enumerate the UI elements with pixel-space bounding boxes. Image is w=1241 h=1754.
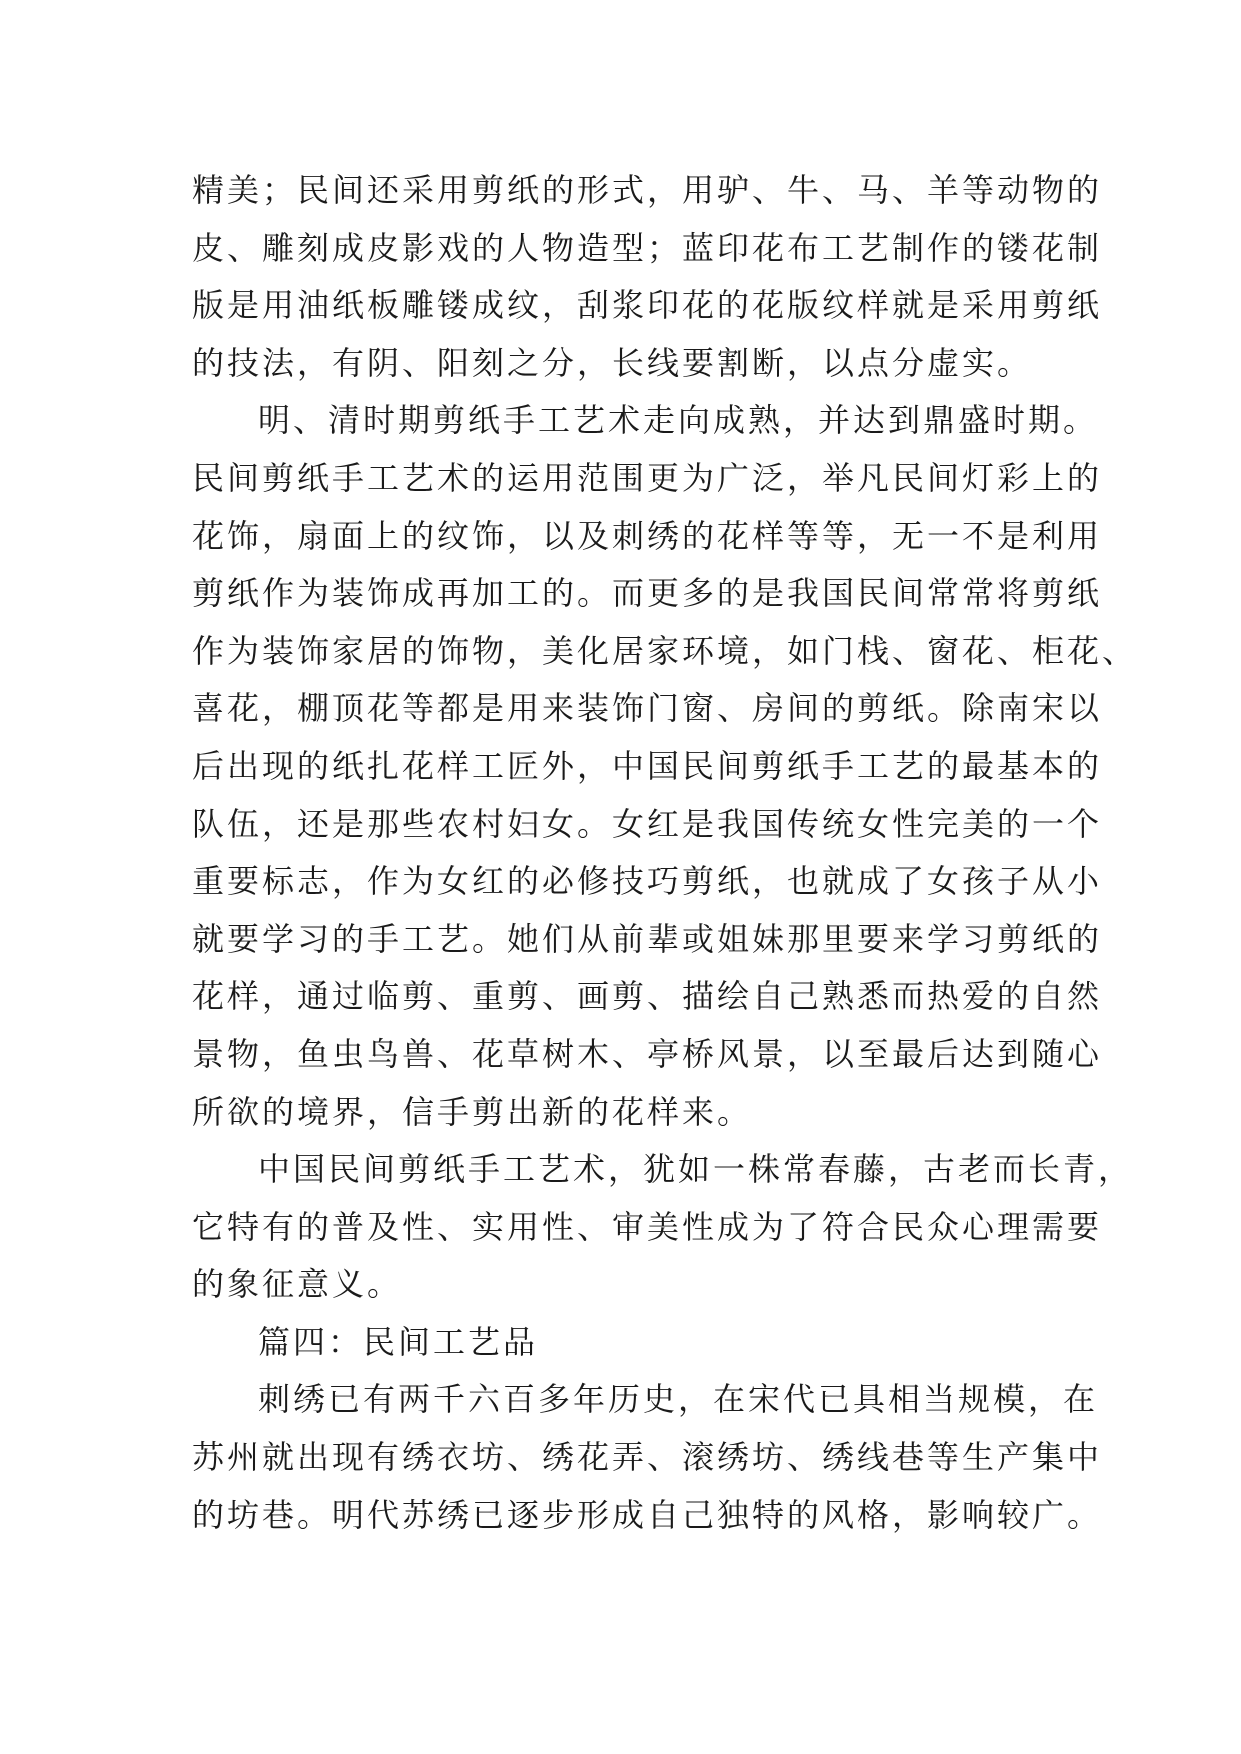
- document-body: [192, 162, 1138, 1544]
- section-heading: 篇四：民间工艺品: [258, 1322, 539, 1361]
- text-line: 就要学习的手工艺。她们从前辈或姐妹那里要来学习剪纸的: [192, 919, 1103, 958]
- text-line: 队伍，还是那些农村妇女。女红是我国传统女性完美的一个: [192, 804, 1103, 843]
- text-line: 的技法，有阴、阳刻之分，长线要割断，以点分虚实。: [192, 343, 1033, 382]
- text-line: 皮、雕刻成皮影戏的人物造型；蓝印花布工艺制作的镂花制: [192, 228, 1103, 267]
- text-line: 喜花，棚顶花等都是用来装饰门窗、房间的剪纸。除南宋以: [192, 689, 1103, 728]
- text-line: 重要标志，作为女红的必修技巧剪纸，也就成了女孩子从小: [192, 862, 1103, 901]
- paragraph-start-line: 明、清时期剪纸手工艺术走向成熟，并达到鼎盛时期。: [258, 401, 1099, 440]
- text-line: 的坊巷。明代苏绣已逐步形成自己独特的风格，影响较广。: [192, 1495, 1103, 1534]
- text-line: 后出现的纸扎花样工匠外，中国民间剪纸手工艺的最基本的: [192, 746, 1103, 785]
- text-line: 民间剪纸手工艺术的运用范围更为广泛，举凡民间灯彩上的: [192, 458, 1103, 497]
- text-line: 苏州就出现有绣衣坊、绣花弄、滚绣坊、绣线巷等生产集中: [192, 1438, 1103, 1477]
- text-line: 剪纸作为装饰成再加工的。而更多的是我国民间常常将剪纸: [192, 574, 1103, 613]
- paragraph-start-line: 刺绣已有两千六百多年历史，在宋代已具相当规模，在: [258, 1380, 1099, 1419]
- text-line: 景物，鱼虫鸟兽、花草树木、亭桥风景，以至最后达到随心: [192, 1034, 1103, 1073]
- paragraph-start-line: 中国民间剪纸手工艺术，犹如一株常春藤，古老而长青，: [258, 1150, 1134, 1189]
- text-line: 花饰，扇面上的纹饰，以及刺绣的花样等等，无一不是利用: [192, 516, 1103, 555]
- text-line: 它特有的普及性、实用性、审美性成为了符合民众心理需要: [192, 1207, 1103, 1246]
- text-line: 版是用油纸板雕镂成纹，刮浆印花的花版纹样就是采用剪纸: [192, 286, 1103, 325]
- text-line: 作为装饰家居的饰物，美化居家环境，如门栈、窗花、柜花、: [192, 631, 1138, 670]
- text-line: 精美；民间还采用剪纸的形式，用驴、牛、马、羊等动物的: [192, 171, 1103, 209]
- text-line: 花样，通过临剪、重剪、画剪、描绘自己熟悉而热爱的自然: [192, 977, 1103, 1016]
- text-line: 所欲的境界，信手剪出新的花样来。: [192, 1092, 753, 1131]
- text-line: 的象征意义。: [192, 1265, 403, 1304]
